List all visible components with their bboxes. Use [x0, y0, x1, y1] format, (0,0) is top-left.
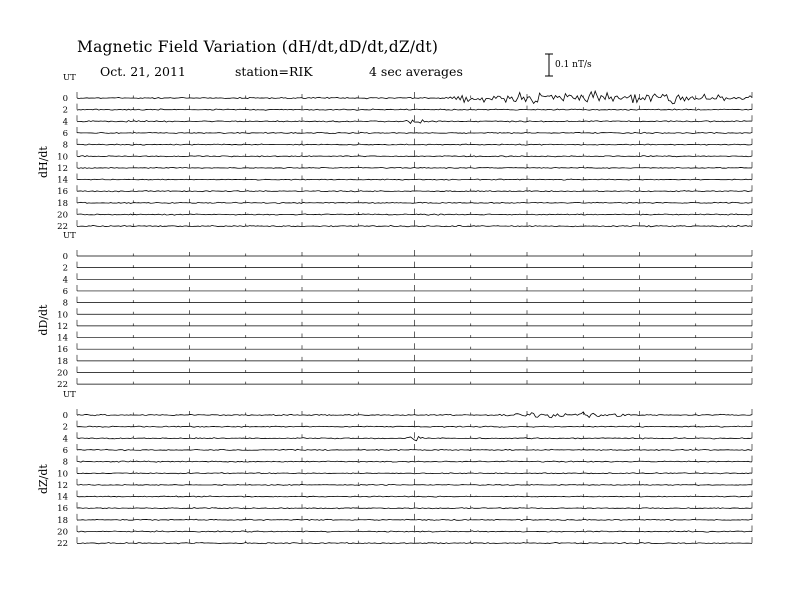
row-label: 14 — [57, 175, 68, 186]
row-label: 20 — [57, 368, 68, 379]
panel-title: dZ/dt — [37, 464, 50, 495]
row-label: 8 — [62, 298, 68, 309]
row-label: 22 — [57, 380, 68, 391]
row-label: 0 — [62, 252, 68, 262]
row-label: 4 — [62, 434, 68, 445]
trace-line — [77, 167, 752, 168]
row-label: 6 — [62, 445, 68, 456]
panel-title: dD/dt — [37, 304, 50, 336]
row-label: 0 — [62, 94, 68, 104]
trace-line — [77, 508, 752, 509]
trace-line — [77, 449, 752, 450]
date-label: Oct. 21, 2011 — [100, 64, 186, 79]
row-label: 16 — [57, 504, 68, 515]
chart-title: Magnetic Field Variation (dH/dt,dD/dt,dZ/dt) — [77, 38, 439, 56]
trace-line — [77, 191, 752, 192]
row-label: 4 — [62, 275, 68, 286]
trace-line — [77, 484, 752, 485]
row-label: 12 — [57, 321, 68, 332]
row-label: 2 — [62, 263, 68, 274]
row-label: 22 — [57, 222, 68, 233]
ut-label: UT — [63, 73, 76, 83]
row-label: 20 — [57, 527, 68, 538]
panel-dz-dt — [37, 390, 752, 549]
panel-dd-dt — [37, 231, 752, 390]
ut-label: UT — [63, 231, 76, 241]
panel-dh-dt — [37, 73, 752, 232]
row-label: 2 — [62, 105, 68, 116]
row-label: 16 — [57, 187, 68, 198]
row-label: 18 — [57, 515, 68, 526]
panel-title: dH/dt — [37, 146, 50, 178]
row-label: 12 — [57, 163, 68, 174]
scale-bar-label: 0.1 nT/s — [555, 60, 592, 70]
row-label: 2 — [62, 422, 68, 433]
row-label: 6 — [62, 286, 68, 297]
row-label: 14 — [57, 492, 68, 503]
row-label: 10 — [57, 469, 68, 480]
row-label: 10 — [57, 152, 68, 163]
row-label: 8 — [62, 140, 68, 151]
row-label: 18 — [57, 356, 68, 367]
row-label: 18 — [57, 198, 68, 209]
station-label: station=RIK — [235, 64, 313, 79]
ut-label: UT — [63, 390, 76, 400]
row-label: 20 — [57, 210, 68, 221]
row-label: 16 — [57, 345, 68, 356]
row-label: 8 — [62, 457, 68, 468]
row-label: 14 — [57, 333, 68, 344]
row-label: 22 — [57, 539, 68, 550]
row-label: 4 — [62, 117, 68, 128]
row-label: 10 — [57, 310, 68, 321]
scale-bar — [545, 54, 553, 76]
row-label: 6 — [62, 128, 68, 139]
row-label: 12 — [57, 480, 68, 491]
row-label: 0 — [62, 411, 68, 421]
averaging-label: 4 sec averages — [369, 64, 463, 79]
